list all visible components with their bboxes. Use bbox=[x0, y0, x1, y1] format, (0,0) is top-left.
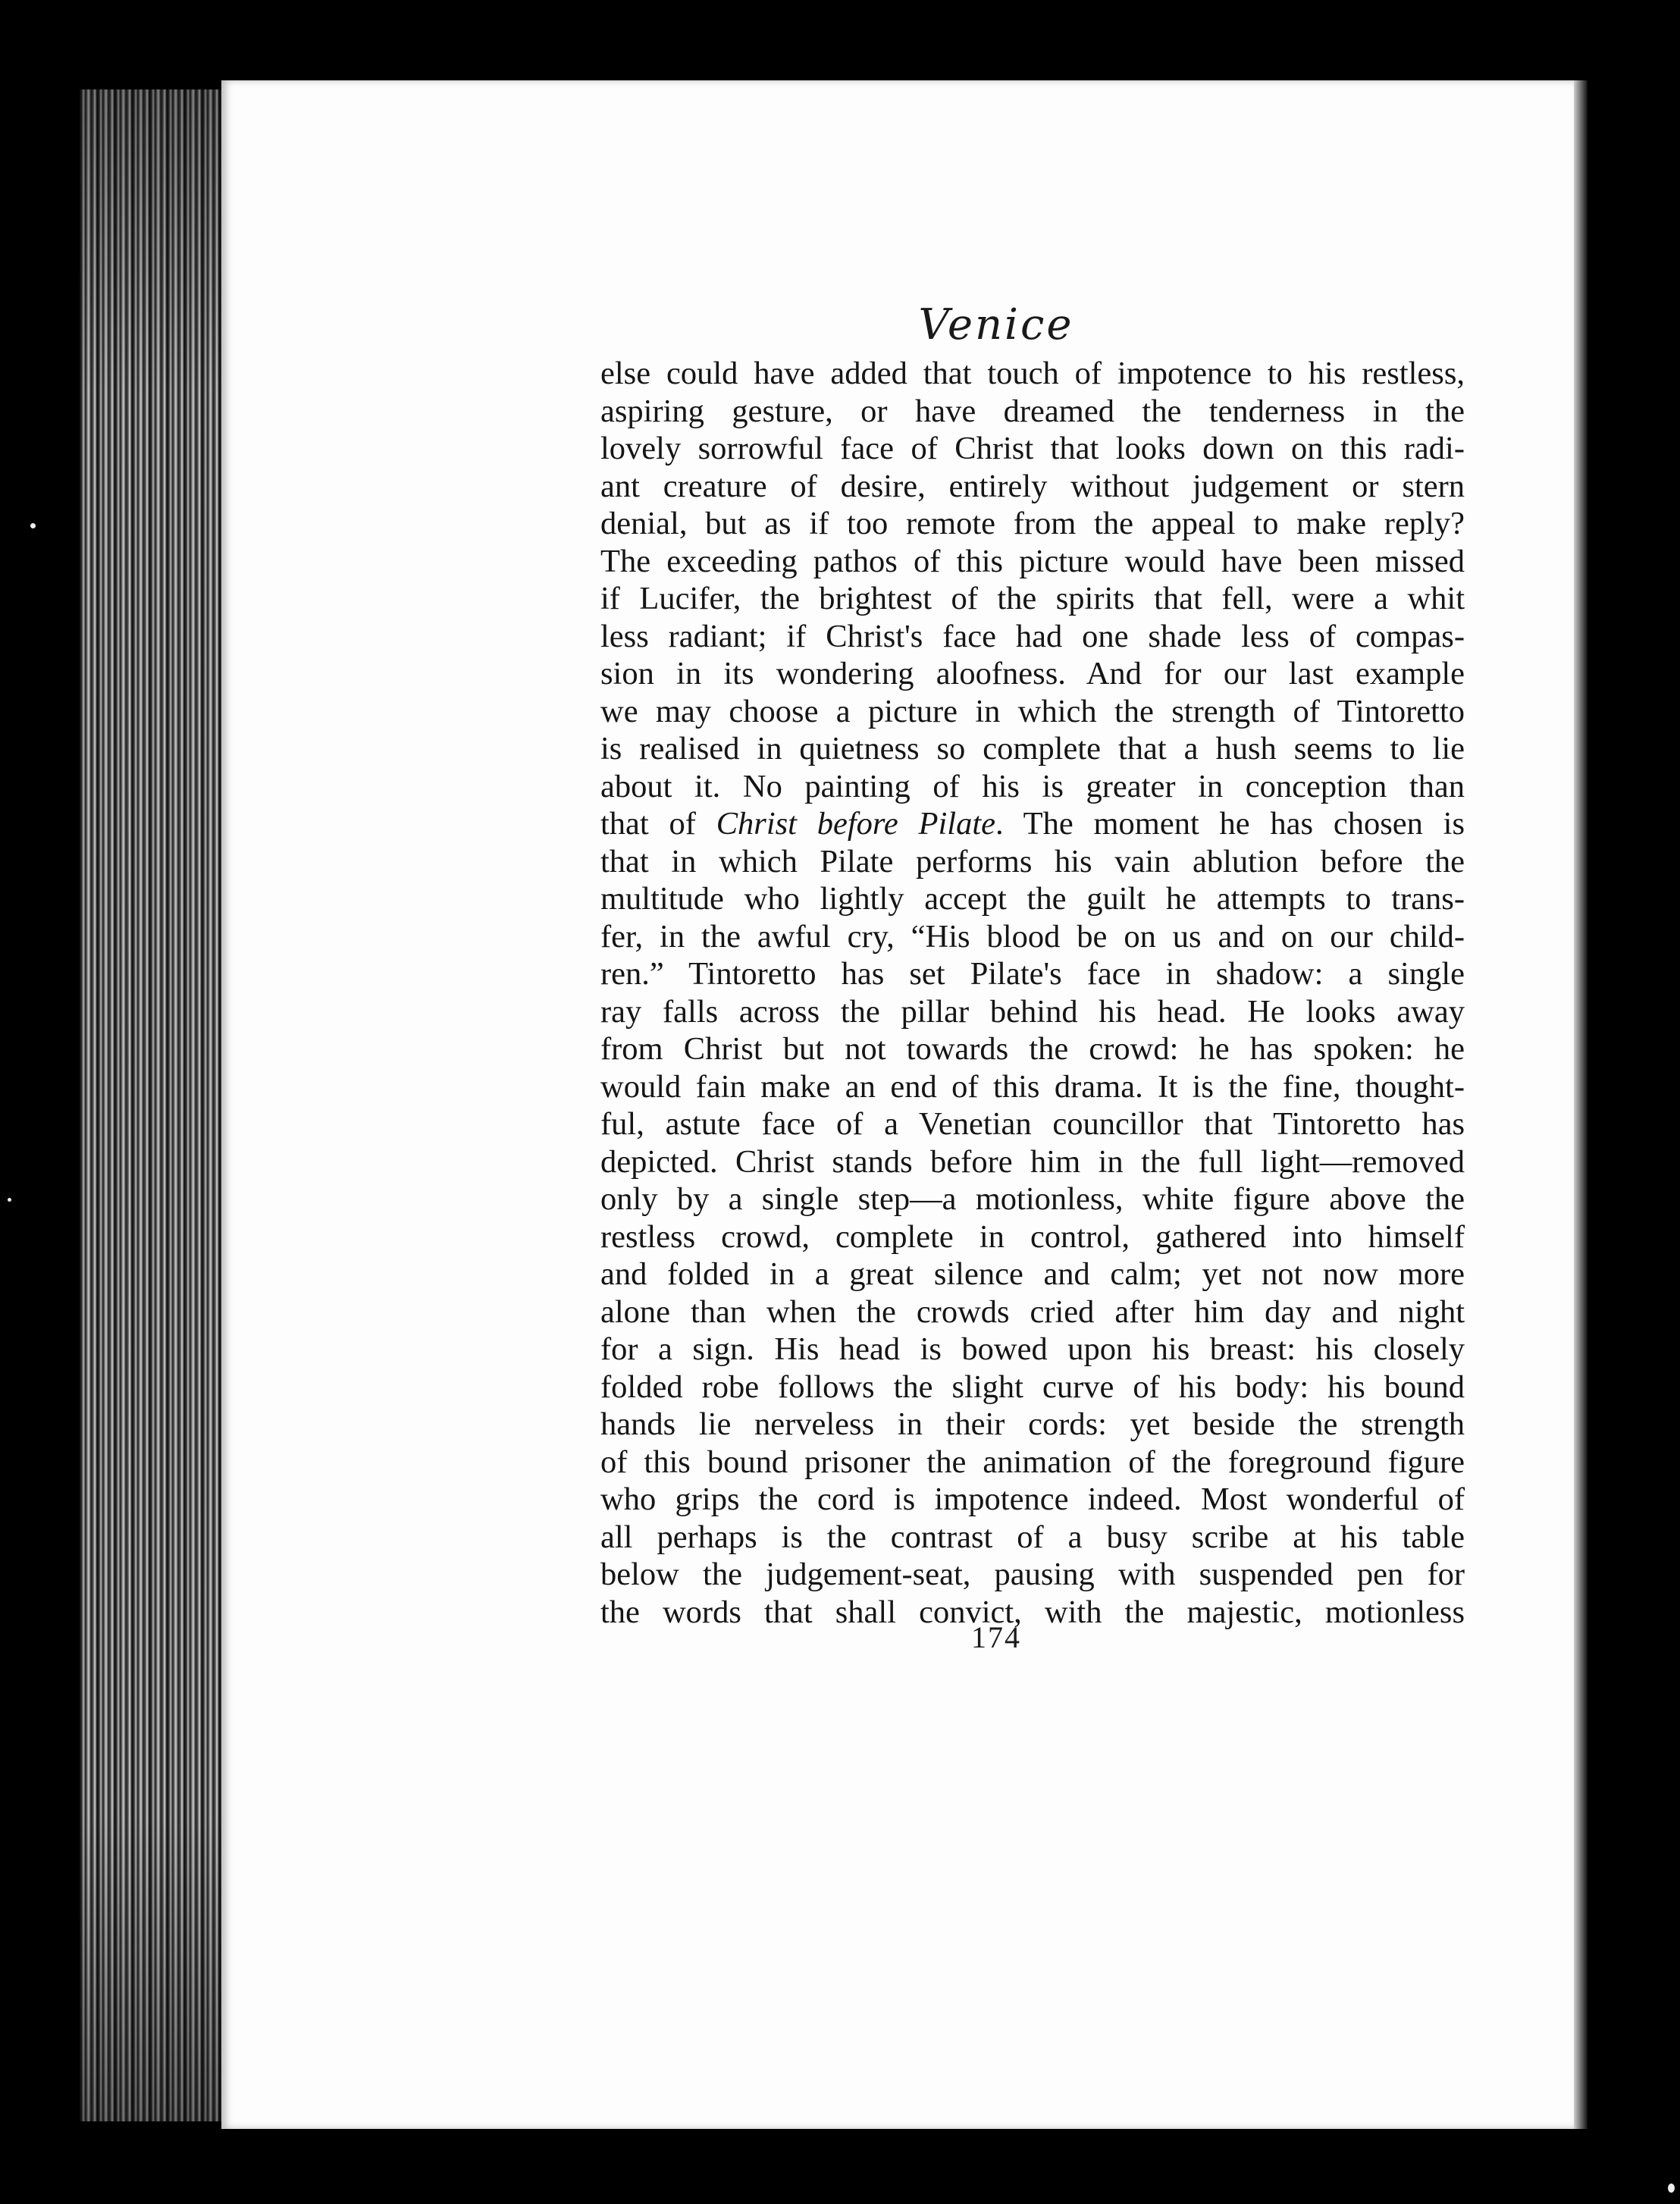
text-line: only by a single step—a motionless, white figure above the bbox=[600, 1181, 1465, 1217]
body-text bbox=[600, 355, 1465, 1631]
text-line: less radiant; if Christ's face had one shade less of compas- bbox=[600, 618, 1465, 654]
text-line: hands lie nerveless in their cords: yet beside the strength bbox=[600, 1406, 1465, 1442]
text-line: lovely sorrowful face of Christ that looks down on this radi- bbox=[600, 431, 1465, 466]
text-line: all perhaps is the contrast of a busy scribe at his table bbox=[600, 1519, 1465, 1555]
text-line: below the judgement-seat, pausing with suspended pen for bbox=[600, 1557, 1465, 1592]
text-line: depicted. Christ stands before him in the full light—removed bbox=[600, 1143, 1465, 1180]
text-line: if Lucifer, the brightest of the spirits that fell, were a whit bbox=[600, 581, 1465, 616]
text-line: that in which Pilate performs his vain ablution before the bbox=[600, 843, 1465, 879]
text-line: sion in its wondering aloofness. And for our last example bbox=[600, 656, 1465, 691]
text-line: The exceeding pathos of this picture would have been missed bbox=[600, 543, 1465, 579]
text-line: who grips the cord is impotence indeed. Most wonderful of bbox=[600, 1481, 1465, 1517]
text-line: else could have added that touch of impotence to his restless, bbox=[600, 356, 1465, 391]
text-line: that of Christ before Pilate. The moment he has chosen is bbox=[600, 806, 1465, 842]
text-line: folded robe follows the slight curve of his body: his bound bbox=[600, 1368, 1465, 1405]
text-line: alone than when the crowds cried after him day and night bbox=[600, 1293, 1465, 1330]
text-line: ant creature of desire, entirely without judgement or stern bbox=[600, 468, 1465, 504]
text-line: and folded in a great silence and calm; yet not now more bbox=[600, 1256, 1465, 1292]
text-line: multitude who lightly accept the guilt he attempts to trans- bbox=[600, 881, 1465, 917]
text-line: fer, in the awful cry, “His blood be on us and on our child- bbox=[600, 918, 1465, 955]
text-line: ful, astute face of a Venetian councillor that Tintoretto has bbox=[600, 1106, 1465, 1142]
text-line: about it. No painting of his is greater in conception than bbox=[600, 768, 1465, 804]
scan-speck bbox=[8, 1198, 11, 1202]
text-line: restless crowd, complete in control, gathered into himself bbox=[600, 1218, 1465, 1255]
fore-edge-shadow bbox=[80, 89, 224, 2121]
text-line: denial, but as if too remote from the appeal to make reply? bbox=[600, 506, 1465, 541]
text-line: we may choose a picture in which the strength of Tintoretto bbox=[600, 693, 1465, 729]
text-line: is realised in quietness so complete that a hush seems to lie bbox=[600, 731, 1465, 767]
scan-speck bbox=[1668, 2184, 1675, 2193]
text-line: ray falls across the pillar behind his head. He looks away bbox=[600, 993, 1465, 1030]
text-line: the words that shall convict, with the majestic, motionless bbox=[600, 1594, 1465, 1630]
page-number: 174 bbox=[971, 1620, 1021, 1654]
text-line: would fain make an end of this drama. It is the fine, thought- bbox=[600, 1068, 1465, 1105]
text-line: for a sign. His head is bowed upon his breast: his closely bbox=[600, 1331, 1465, 1367]
italic-title: Christ before Pilate bbox=[716, 806, 996, 842]
text-line: from Christ but not towards the crowd: he has spoken: he bbox=[600, 1031, 1465, 1067]
text-line: ren.” Tintoretto has set Pilate's face in shadow: a single bbox=[600, 956, 1465, 992]
book-page bbox=[221, 80, 1574, 2129]
scan-speck bbox=[30, 523, 36, 528]
text-line: of this bound prisoner the animation of the foreground figure bbox=[600, 1444, 1465, 1480]
running-head: Venice bbox=[918, 300, 1074, 350]
page-right-edge bbox=[1574, 80, 1588, 2129]
text-line: aspiring gesture, or have dreamed the tenderness in the bbox=[600, 393, 1465, 429]
